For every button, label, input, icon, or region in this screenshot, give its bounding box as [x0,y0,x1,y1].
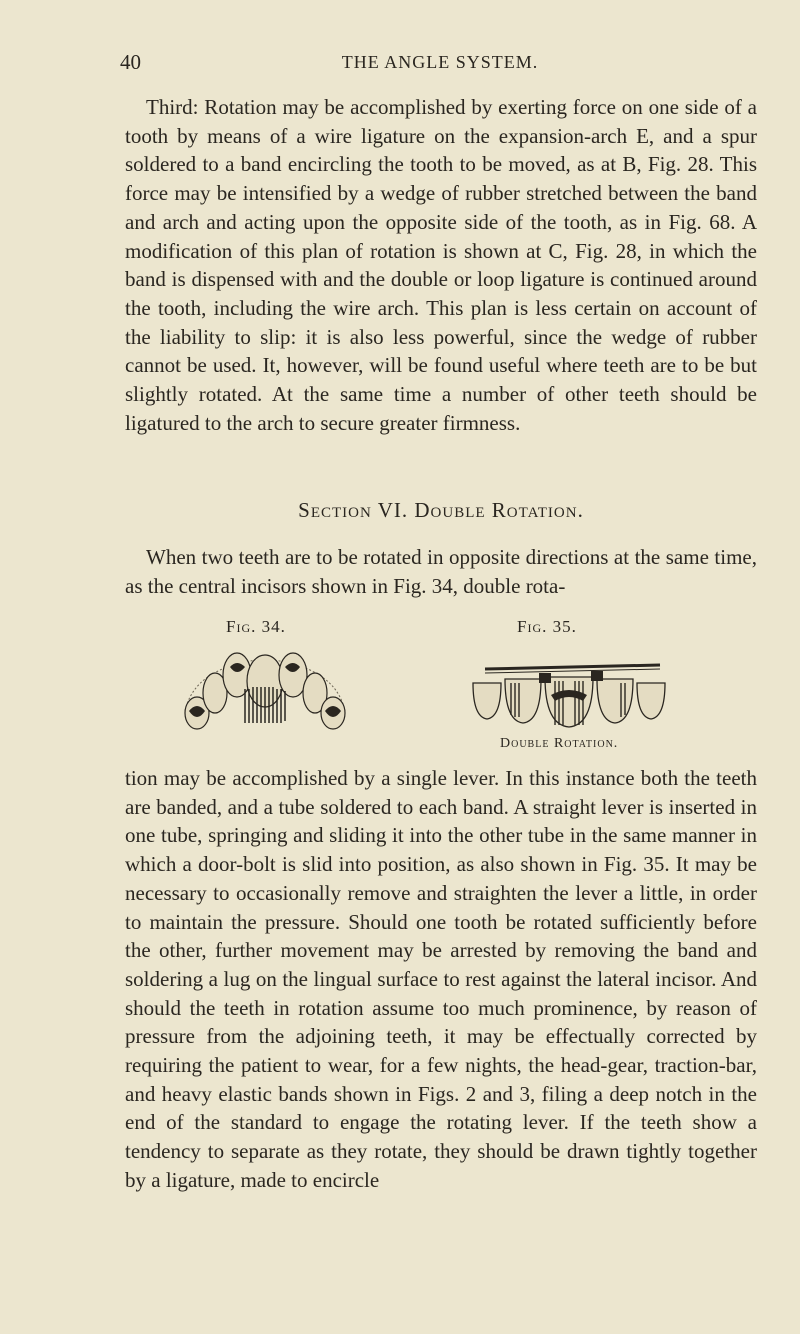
figure-35-label: Fig. 35. [517,617,577,636]
running-title: THE ANGLE SYSTEM. [341,52,539,72]
paragraph-single-lever: tion may be accomplished by a single lever. In this instance both the teeth are banded, and a tube soldered to each band. A straight lever is inserted in one tube, springing and sliding it into the other tube in the same manner in which a door-bolt is slid into position, as also shown in Fig. 35. It may be necessary to occasionally remove and straighten the lever a little, in order to maintain the pressure. Should one tooth be rotated sufficiently before the other, further movement may be arrested by removing the band and soldering a lug on the lingual surface to rest against the lateral incisor. And should the teeth in rotation assume too much prominence, by reason of pressure from the adjoining teeth, it may be effectually corrected by requiring the patient to wear, for a few nights, the head-gear, traction-bar, and heavy elastic bands shown in Figs. 2 and 3, filing a deep notch in the end of the standard to engage the rotating lever. If the teeth show a tendency to separate as they rotate, they should be drawn tightly together by a ligature, made to encircle [125,766,757,1192]
page-number: 40 [120,50,141,74]
section-heading: Section VI. Double Rotation. [298,498,584,522]
paragraph-third-rotation: Third: Rotation may be accomplished by exerting force on one side of a tooth by means of a wire ligature on the expansion-arch E, and a spur soldered to a band encircling the tooth to be moved, as at B, Fig. 28. This force may be intensified by a wedge of rubber stretched between the band and arch and acting upon the opposite side of the tooth, as in Fig. 68. A modification of this plan of rotation is shown at C, Fig. 28, in which the band is dispensed with and the double or loop ligature is continued around the tooth, including the wire arch. This plan is less certain on account of the liability to slip: it is also less powerful, since the wedge of rubber cannot be used. It, however, will be found useful where teeth are to be but slightly rotated. At the same time a number of other teeth should be ligatured to the arch to secure greater firmness. [125,95,757,435]
figure-34-teeth-illustration [175,641,355,731]
figure-35-caption: Double Rotation. [500,736,619,751]
page-header [120,50,760,80]
figure-35-double-rotation-illustration [465,655,680,733]
paragraph-double-rotation-intro: When two teeth are to be rotated in opposite directions at the same time, as the central incisors shown in Fig. 34, double rota- [125,545,757,598]
figure-34-label: Fig. 34. [226,617,286,636]
